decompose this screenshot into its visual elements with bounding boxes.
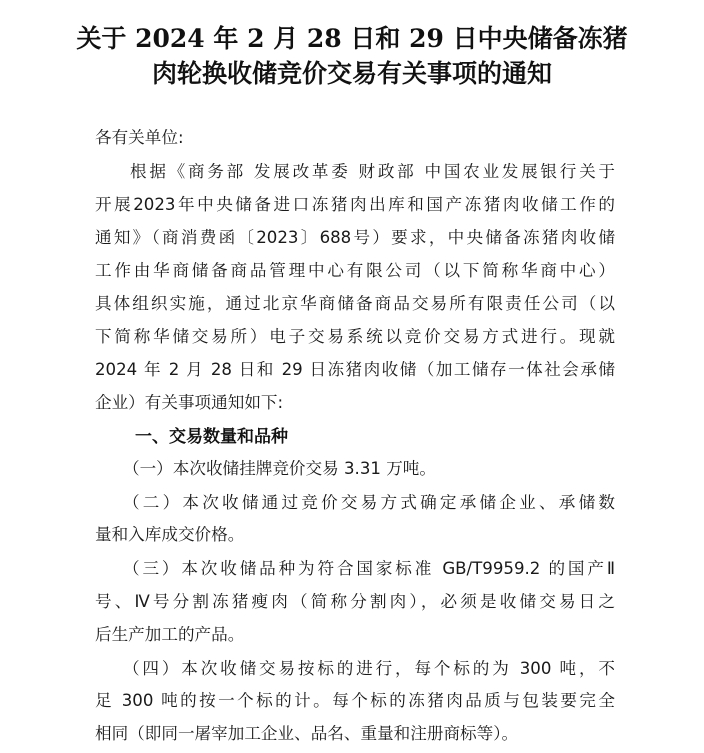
list-item-line: （三）本次收储品种为符合国家标准 GB/T9959.2 的国产Ⅱ [123,559,615,578]
body-line: 2024 年 2 月 28 日和 29 日冻猪肉收储（加工储存一体社会承储 [95,360,615,379]
body-line: 开展2023年中央储备进口冻猪肉出库和国产冻猪肉收储工作的 [95,195,615,214]
body-line: 下简称华储交易所）电子交易系统以竞价交易方式进行。现就 [95,327,615,346]
section-heading: 一、交易数量和品种 [135,427,288,447]
salutation: 各有关单位: [95,128,184,147]
list-item-line: （四）本次收储交易按标的进行，每个标的为 300 吨，不 [123,659,615,678]
document-title-line-1: 关于 2024 年 2 月 28 日和 29 日中央储备冻猪 [76,24,628,53]
list-item-line: 后生产加工的产品。 [95,625,245,644]
body-line: 工作由华商储备商品管理中心有限公司（以下简称华商中心） [95,261,615,280]
list-item-line: 足 300 吨的按一个标的计。每个标的冻猪肉品质与包装要完全 [95,691,615,710]
body-line: 根据《商务部 发展改革委 财政部 中国农业发展银行关于 [130,162,615,181]
list-item-line: （一）本次收储挂牌竞价交易 3.31 万吨。 [123,459,436,478]
document-title-line-2: 肉轮换收储竞价交易有关事项的通知 [151,59,552,88]
list-item-line: 相同（即同一屠宰加工企业、品名、重量和注册商标等）。 [95,724,519,743]
list-item-line: 量和入库成交价格。 [95,525,245,544]
list-item-line: 号、Ⅳ号分割冻猪瘦肉（简称分割肉），必须是收储交易日之 [95,592,615,611]
list-item-line: （二）本次收储通过竞价交易方式确定承储企业、承储数 [123,493,615,512]
body-line: 具体组织实施，通过北京华商储备商品交易所有限责任公司（以 [95,294,615,313]
body-line: 企业）有关事项通知如下: [95,393,284,412]
body-line: 通知》（商消费函〔2023〕688号）要求，中央储备冻猪肉收储 [95,228,615,247]
